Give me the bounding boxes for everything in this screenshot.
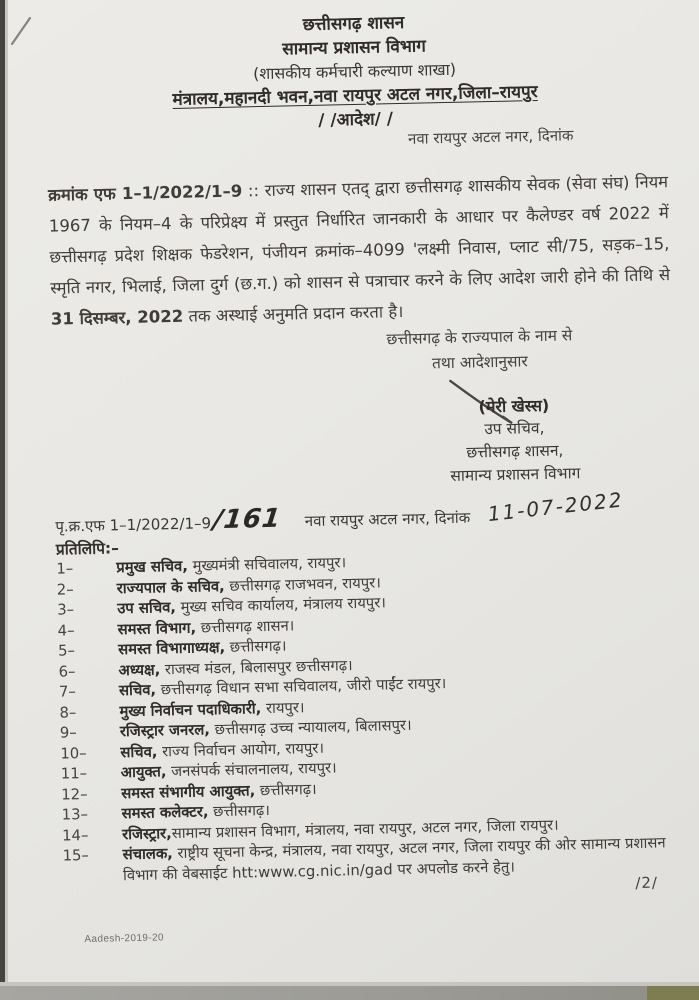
on-behalf-block [364, 323, 595, 378]
item-rest: मुख्य सचिव कार्यालय, मंत्रालय रायपुर। [175, 594, 387, 617]
item-rest: रायपुर। [261, 698, 305, 717]
item-number: 6– [58, 662, 76, 681]
item-number: 15– [62, 846, 90, 865]
item-role: समस्त कलेक्टर, [121, 803, 209, 823]
item-number: 2– [56, 580, 74, 599]
item-number: 10– [60, 744, 87, 763]
address-line: मंत्रालय,महानदी भवन,नवा रायपुर अटल नगर,जिला–रायपुर [172, 81, 538, 110]
handwritten-dispatch-number: /161 [211, 503, 283, 536]
item-role: सचिव, [118, 681, 157, 700]
item-rest: मुख्यमंत्री सचिवालय, रायपुर। [187, 554, 347, 575]
item-rest: राज्य निर्वाचन आयोग, रायपुर। [157, 739, 325, 760]
signatory-name: (मेरी खेस्स) [478, 395, 550, 417]
endorsement-place-date: नवा रायपुर अटल नगर, दिनांक [304, 508, 471, 531]
item-number: 3– [57, 601, 75, 619]
item-role: रजिस्ट्रार जनरल, [119, 721, 211, 741]
order-ref-number: क्रमांक एफ 1–1/2022/1–9 [47, 180, 243, 205]
item-number: 13– [61, 805, 89, 824]
order-paragraph [48, 166, 671, 334]
on-behalf-line-2: तथा आदेशानुसार [431, 352, 528, 373]
item-rest: सामान्य प्रशासन विभाग, मंत्रालय, नवा रायपुर, अटल नगर, जिला रायपुर। [171, 816, 559, 842]
scan-edge-corner [647, 986, 699, 1000]
page-marker: /2/ [635, 873, 659, 893]
signatory-dept: सामान्य प्रशासन विभाग [450, 464, 581, 485]
order-title: / /आदेश/ / [318, 109, 394, 131]
item-number: 12– [61, 785, 88, 804]
item-role: प्रमुख सचिव, [116, 557, 189, 577]
item-role: समस्त संभागीय आयुक्त, [121, 781, 256, 802]
signatory-org: छत्तीसगढ़ शासन, [466, 441, 564, 462]
item-rest: छत्तीसगढ़ विधान सभा सचिवालय, जीरो पाईंट रायपुर। [155, 675, 447, 699]
scan-edge-left-light [5, 0, 8, 988]
item-role: संचालक, [122, 845, 174, 864]
item-role: समस्त विभाग, [117, 619, 197, 638]
item-rest: छत्तीसगढ़। [208, 802, 271, 821]
item-role: समस्त विभागाध्यक्ष, [117, 638, 226, 659]
document-content [38, 0, 689, 997]
on-behalf-line-1: छत्तीसगढ़ के राज्यपाल के नाम से [386, 326, 573, 349]
signatory-block [394, 392, 636, 489]
item-number: 7– [58, 683, 77, 701]
pen-mark-icon [8, 10, 40, 50]
item-rest: राष्ट्रीय सूचना केन्द्र, मंत्रालय, नवा रायपुर, अटल नगर, जिला रायपुर की ओर सामान्य प्रशासन विभाग की वेबसाईट htt:www.cg.nic.in/gad पर अपलोड करने हेतु। [122, 834, 666, 884]
item-role: मुख्य निर्वाचन पदाधिकारी, [119, 699, 262, 720]
item-role: सचिव, [120, 742, 158, 761]
endorsement-line [55, 487, 680, 539]
item-role: आयुक्त, [120, 763, 167, 782]
document-code: Aadesh-2019-20 [84, 932, 165, 946]
letterhead [38, 5, 670, 139]
signatory-post: उप सचिव, [484, 418, 545, 439]
item-number: 11– [60, 764, 88, 783]
order-text-1: राज्य शासन एतद् द्वारा छत्तीसगढ़ शासकीय सेवक (सेवा संघ) नियम 1967 के नियम–4 के परिप्रेक्ष्य में प्रस्तुत निर्धारित जानकारी के आधार पर कैलेण्डर वर्ष 2022 में छत्तीसगढ़ प्रदेश शिक्षक फेडरेशन, पंजीयन क्रमांक–4099 'लक्ष्मी निवास, प्लाट सी/75, सड़क–15, स्मृति नगर, भिलाई, जिला दुर्ग (छ.ग.) को शासन से पत्राचार करने के लिए आदेश जारी होने की तिथि से [48, 171, 671, 298]
place-date-line: नवा रायपुर अटल नगर, दिनांक [407, 126, 574, 148]
order-text-2: तक अस्थाई अनुमति प्रदान करता है। [183, 301, 404, 326]
item-rest: छत्तीसगढ़ उच्च न्यायालय, बिलासपुर। [209, 716, 412, 739]
distribution-list [56, 546, 683, 887]
item-number: 9– [59, 724, 77, 742]
item-rest: छत्तीसगढ़ शासन। [195, 616, 295, 637]
item-number: 4– [57, 621, 75, 640]
item-rest: छत्तीसगढ़। [224, 637, 287, 656]
government-name: छत्तीसगढ़ शासन [302, 12, 405, 36]
item-rest: छत्तीसगढ़। [255, 780, 317, 799]
handwritten-date: 11-07-2022 [486, 487, 625, 527]
item-role: अध्यक्ष, [118, 660, 161, 679]
ref-separator: :: [242, 180, 265, 200]
endorsement-ref: पृ.क्र.एफ 1–1/2022/1–9 [55, 514, 212, 536]
item-role: रजिस्ट्रार, [121, 824, 172, 843]
order-end-date: 31 दिसम्बर, 2022 [50, 306, 184, 329]
item-number: 1– [56, 560, 74, 578]
branch-name: (शासकीय कर्मचारी कल्याण शाखा) [252, 59, 457, 84]
item-rest: राजस्व मंडल, बिलासपुर छत्तीसगढ़। [160, 656, 353, 678]
department-name: सामान्य प्रशासन विभाग [282, 36, 427, 60]
item-number: 5– [57, 642, 76, 660]
copies-label: प्रतिलिपि:– [55, 539, 120, 559]
item-role: उप सचिव, [117, 599, 177, 618]
item-rest: जनसंपर्क संचालनालय, रायपुर। [166, 759, 337, 781]
item-number: 14– [61, 826, 89, 845]
item-role: राज्यपाल के सचिव, [116, 577, 225, 597]
item-rest: छत्तीसगढ़ राजभवन, रायपुर। [224, 574, 382, 595]
item-number: 8– [59, 703, 77, 722]
